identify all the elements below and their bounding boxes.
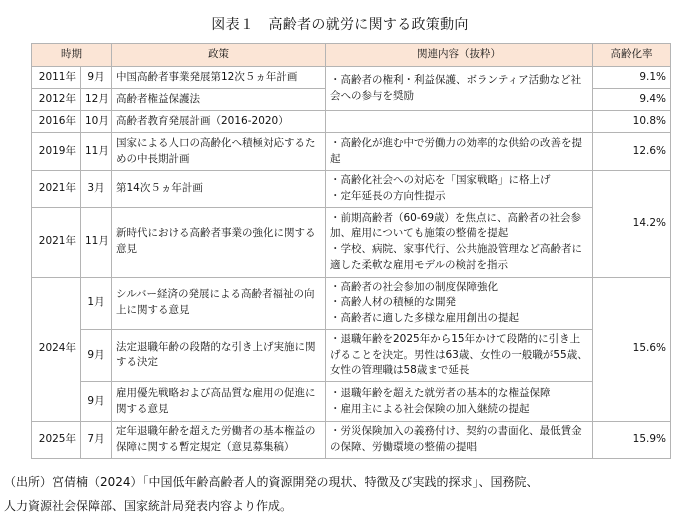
table-row [32, 277, 671, 329]
policy-cell: 法定退職年齢の段階的な引き上げ実施に関する決定 [112, 329, 326, 381]
figure-title: 図表１ 高齢者の就労に関する政策動向 [211, 17, 469, 33]
content-cell [326, 277, 593, 329]
header-policy: 政策 [112, 44, 326, 67]
year-cell: 2025年 [32, 422, 81, 459]
content-line: ・退職年齢を超えた就労者の基本的な権益保障 [330, 386, 551, 399]
content-line: ・高齢人材の積極的な開発 [330, 296, 456, 309]
content-line: ・高齢者の社会参加の制度保障強化 [330, 280, 498, 293]
content-cell [326, 67, 593, 111]
year-cell: 2012年 [32, 89, 81, 111]
table-row [32, 422, 671, 459]
month-cell: 1月 [81, 277, 112, 329]
content-cell [326, 133, 593, 171]
content-cell [326, 329, 593, 381]
header-content: 関連内容（抜粋） [326, 44, 593, 67]
policy-cell: 国家による人口の高齢化へ積極対応するための中長期計画 [112, 133, 326, 171]
content-line: ・退職年齢を2025年から15年かけて段階的に引き上げることを決定。男性は63歳、女性の一般職が55歳、女性の管理職は58歳まで延長 [330, 332, 588, 377]
year-cell: 2021年 [32, 171, 81, 208]
month-cell: 11月 [81, 207, 112, 277]
month-cell: 11月 [81, 133, 112, 171]
policy-table [31, 43, 671, 459]
year-cell: 2024年 [32, 277, 81, 422]
content-line: ・高齢者の権利・利益保護、ボランティア活動など社会への参与を奨励 [330, 73, 582, 102]
policy-cell: 新時代における高齢者事業の強化に関する意見 [112, 207, 326, 277]
policy-cell: 高齢者権益保護法 [112, 89, 326, 111]
rate-cell: 14.2% [593, 171, 671, 278]
policy-cell: 第14次５ヵ年計画 [112, 171, 326, 208]
rate-cell: 15.6% [593, 277, 671, 422]
table-row [32, 67, 671, 89]
content-line: ・学校、病院、家事代行、公共施設管理など高齢者に適した柔軟な雇用モデルの検討を指示 [330, 243, 582, 271]
rate-cell: 12.6% [593, 133, 671, 171]
table-row [32, 329, 671, 381]
policy-cell: 定年退職年齢を超えた労働者の基本権益の保障に関する暫定規定（意見募集稿） [112, 422, 326, 459]
policy-cell: 雇用優先戦略および高品質な雇用の促進に関する意見 [112, 382, 326, 422]
source-line: 人力資源社会保障部、国家統計局発表内容より作成。 [4, 499, 293, 513]
table-row [32, 382, 671, 422]
year-cell: 2021年 [32, 207, 81, 277]
content-line: ・前期高齢者（60-69歳）を焦点に、高齢者の社会参加、雇用についても施策の整備を提起 [330, 211, 582, 240]
content-cell-empty [326, 111, 593, 133]
rate-cell: 9.4% [593, 89, 671, 111]
month-cell: 3月 [81, 171, 112, 208]
rate-cell: 9.1% [593, 67, 671, 89]
month-cell: 10月 [81, 111, 112, 133]
year-cell: 2016年 [32, 111, 81, 133]
content-line: ・高齢化が進む中で労働力の効率的な供給の改善を提起 [330, 136, 582, 165]
rate-cell: 15.9% [593, 422, 671, 459]
policy-cell: 高齢者教育発展計画（2016-2020） [112, 111, 326, 133]
policy-cell: シルバー経済の発展による高齢者福祉の向上に関する意見 [112, 277, 326, 329]
month-cell: 12月 [81, 89, 112, 111]
table-header-row [32, 44, 671, 67]
header-rate: 高齢化率 [593, 44, 671, 67]
content-line: ・労災保険加入の義務付け、契約の書面化、最低賃金の保障、労働環境の整備の提唱 [330, 425, 582, 453]
content-cell [326, 171, 593, 208]
header-period: 時期 [32, 44, 112, 67]
content-line: ・定年延長の方向性提示 [330, 189, 446, 202]
content-line: ・高齢化社会への対応を「国家戦略」に格上げ [330, 174, 551, 186]
rate-cell: 10.8% [593, 111, 671, 133]
year-cell: 2011年 [32, 67, 81, 89]
table-row [32, 133, 671, 171]
source-note [4, 470, 674, 518]
source-line: （出所）宮倩楠（2024）「中国低年齢高齢者人的資源開発の現状、特徴及び実践的探求」、国務院、 [4, 475, 539, 489]
content-line: ・雇用主による社会保険の加入継続の提起 [330, 402, 530, 415]
content-cell [326, 422, 593, 459]
table-row [32, 207, 671, 277]
content-cell [326, 382, 593, 422]
year-cell: 2019年 [32, 133, 81, 171]
content-cell [326, 207, 593, 277]
month-cell: 9月 [81, 382, 112, 422]
policy-cell: 中国高齢者事業発展第12次５ヵ年計画 [112, 67, 326, 89]
month-cell: 9月 [81, 329, 112, 381]
month-cell: 9月 [81, 67, 112, 89]
table-row [32, 171, 671, 208]
month-cell: 7月 [81, 422, 112, 459]
table-row [32, 111, 671, 133]
content-line: ・高齢者に適した多様な雇用創出の提起 [330, 312, 519, 324]
